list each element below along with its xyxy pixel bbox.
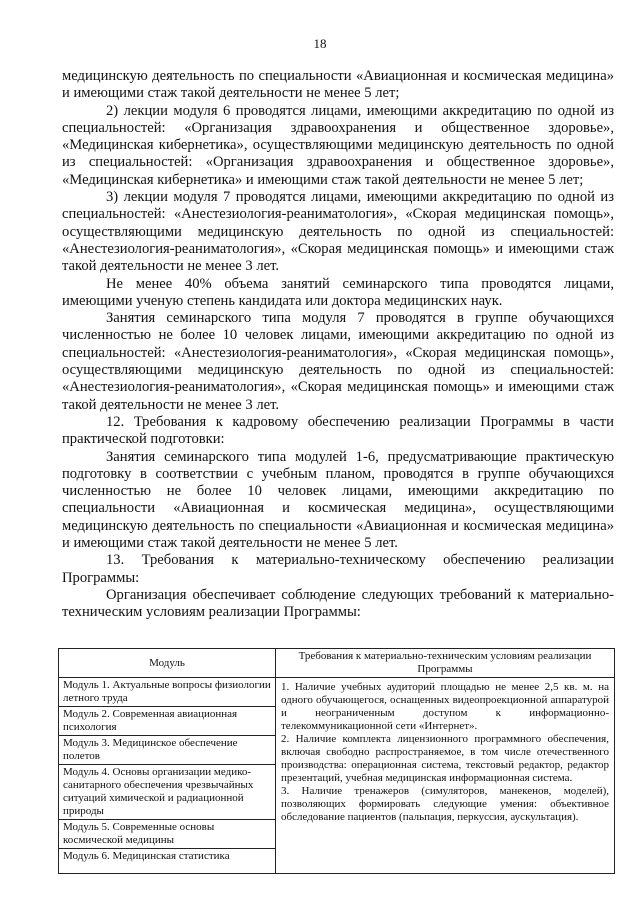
paragraph: Занятия семинарского типа модуля 7 проводятся в группе обучающихся численностью не более 10 человек лицами, имеющими аккредитацию по одной из специальностей: «Анестезиология-реаниматология», «Скорая медицинская помощь», осуществляющими медицинскую деятельность по одной из специальностей: «Анестезиология-реаниматология», «Скорая медицинская помощь» и имеющими стаж такой деятельности не менее 3 лет. [62,310,614,413]
module-cell: Модуль 4. Основы организации медико-санитарного обеспечения чрезвычайных ситуаций химической и радиационной природы [59,765,276,820]
table-row [59,678,615,707]
paragraph: 2) лекции модуля 6 проводятся лицами, имеющими аккредитацию по одной из специальностей: «Организация здравоохранения и общественное здоровье», «Медицинская кибернетика», осуществляющими медицинскую деятельность по одной из специальностей: «Организация здравоохранения и общественное здоровье», «Медицинская кибернетика» и имеющими стаж такой деятельности не менее 5 лет; [62,102,614,188]
section-heading-12: 12. Требования к кадровому обеспечению реализации Программы в части практической подготовки: [62,413,614,448]
module-cell: Модуль 6. Медицинская статистика [59,849,276,874]
module-cell: Модуль 3. Медицинское обеспечение полетов [59,736,276,765]
paragraph: Не менее 40% объема занятий семинарского типа проводятся лицами, имеющими ученую степень кандидата или доктора медицинских наук. [62,275,614,309]
requirement-item: 3. Наличие тренажеров (симуляторов, манекенов, моделей), позволяющих формировать следующие умения: объективное обследование пациентов (пальпация, перкуссия, аускультация). [281,785,609,823]
section-heading-13: 13. Требования к материально-техническому обеспечению реализации Программы: [62,552,614,586]
paragraph: 3) лекции модуля 7 проводятся лицами, имеющими аккредитацию по одной из специальностей: «Анестезиология-реаниматология», «Скорая медицинская помощь», осуществляющими медицинскую деятельность по одной из специальностей: «Анестезиология-реаниматология», «Скорая медицинская помощь» и имеющими стаж такой деятельности не менее 3 лет. [62,189,614,275]
module-cell: Модуль 2. Современная авиационная психология [59,707,276,736]
module-cell: Модуль 5. Современные основы космической медицины [59,820,276,849]
paragraph: Занятия семинарского типа модулей 1-6, предусматривающие практическую подготовку в соответствии с учебным планом, проводятся в группе обучающихся численностью не более 10 человек лицами, имеющими аккредитацию по специальности «Авиационная и космическая медицина», осуществляющими медицинскую деятельность по специальности «Авиационная и космическая медицина» и имеющими стаж такой деятельности не менее 5 лет. [62,448,614,552]
module-cell: Модуль 1. Актуальные вопросы физиологии летного труда [59,678,276,707]
header-module: Модуль [59,649,276,678]
requirements-table [58,648,615,874]
paragraph: Организация обеспечивает соблюдение следующих требований к материально-техническим условиям реализации Программы: [62,586,614,621]
page-number: 18 [313,36,327,51]
body-text [62,68,614,622]
header-requirements: Требования к материально-техническим условиям реализации Программы [276,649,615,678]
table-header-row [59,649,615,678]
requirement-item: 1. Наличие учебных аудиторий площадью не менее 2,5 кв. м. на одного обучающегося, оснащенных видеопроекционной аппаратурой и неограниченным доступом к информационно-телекоммуникационной сети «Интернет». [281,681,609,732]
paragraph: медицинскую деятельность по специальности «Авиационная и космическая медицина» и имеющими стаж такой деятельности не менее 5 лет; [62,68,614,102]
requirement-item: 2. Наличие комплекта лицензионного программного обеспечения, включая свободно распространяемое, в том числе отечественного производства: операционная система, текстовый редактор, редактор презентаций, учебная медицинская информационная система. [281,733,609,784]
requirements-cell [276,678,615,874]
